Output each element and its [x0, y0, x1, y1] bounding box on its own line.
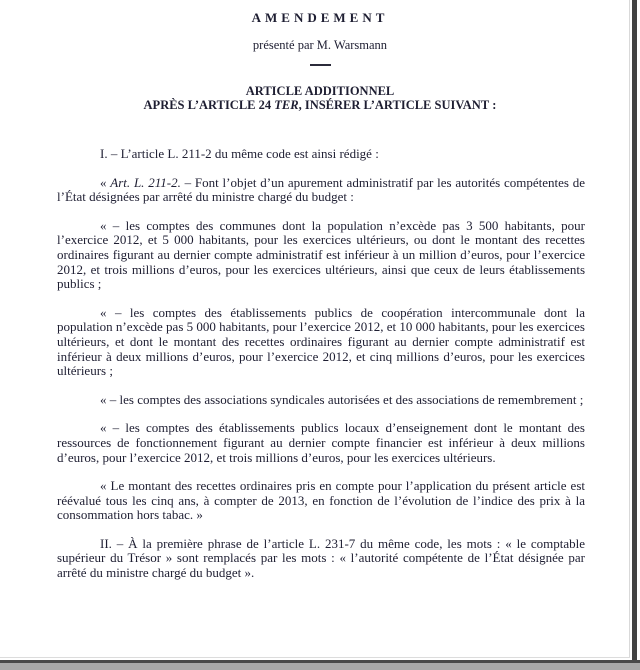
page-edge-right-shadow [632, 0, 637, 663]
paragraph-prefix: « [100, 174, 111, 190]
paragraph-text: « – les comptes des associations syndicales autorisées et des associations de remembrement ; [100, 391, 584, 407]
heading-article-additionnel: ARTICLE ADDITIONNEL [245, 84, 395, 98]
paragraph-text: – Font l’objet d’un apurement administratif par les autorités compétentes de l’État désignées par arrêté du ministre chargé du budget : [57, 174, 585, 205]
presented-by-line: présenté par M. Warsmann [252, 38, 388, 52]
separator-rule [310, 64, 331, 66]
paragraph-text: « – les comptes des établissements publics locaux d’enseignement dont le montant des ressources de fonctionnement figurant au dernier compte financier est inférieur à deux millions d’euros, pour l’exercice 2012, et trois millions d’euros, pour les exercices ultérieurs. [57, 420, 585, 465]
paragraph-text: « Le montant des recettes ordinaires pris en compte pour l’application du présent article est réévalué tous les cinq ans, à compter de 2013, en fonction de l’évolution de l’indice des prix à la consommation hors tabac. » [57, 478, 585, 523]
page-edge-bottom-highlight [0, 657, 630, 658]
paragraph-etablissements-enseignement [57, 421, 585, 465]
page-edge-right-highlight [629, 0, 630, 657]
viewer-background-strip [0, 663, 640, 670]
heading-line2-post: , INSÉRER L’ARTICLE SUIVANT : [298, 97, 497, 112]
document-body [57, 147, 585, 581]
paragraph-montant-recettes [57, 479, 585, 523]
document-title: AMENDEMENT [251, 10, 389, 25]
article-headings [0, 85, 640, 112]
paragraph-italic-lead: Art. L. 211-2. [110, 174, 181, 190]
paragraph-text: « – les comptes des communes dont la population n’excède pas 3 500 habitants, pour l’exercice 2012, et 5 000 habitants, pour les exercices ultérieurs, ou dont le montant des recettes ordinaires figurant au dernier compte administratif est inférieur à un million d’euros, pour l’exercice 2012, et trois millions d’euros, pour les exercices ultérieurs, ainsi que ceux de leurs établissements publics ; [57, 217, 585, 292]
paragraph-I [57, 147, 585, 162]
heading-insertion-instruction [0, 99, 640, 113]
paragraph-text: « – les comptes des établissements publics de coopération intercommunale dont la population n’excède pas 5 000 habitants, pour l’exercice 2012, et 10 000 habitants, pour les exercices ultérieurs, et dont le montant des recettes ordinaires figurant au dernier compte administratif est inférieur à deux millions d’euros, pour l’exercice 2012, et cinq millions d’euros, pour les exercices ultérieurs ; [57, 304, 585, 379]
paragraph-epci [57, 306, 585, 379]
paragraph-associations [57, 393, 585, 408]
paragraph-text: II. – À la première phrase de l’article L. 231-7 du même code, les mots : « le comptable supérieur du Trésor » sont remplacés par les mots : « l’autorité compétente de l’État désignée par arrêté du ministre chargé du budget ». [57, 535, 585, 581]
paragraph-art-l-211-2 [57, 176, 585, 205]
paragraph-II [57, 537, 585, 581]
paragraph-text: I. – L’article L. 211-2 du même code est ainsi rédigé : [100, 146, 379, 161]
heading-line2-italic: TER [274, 97, 299, 112]
paragraph-communes [57, 219, 585, 292]
heading-line2-pre: APRÈS L’ARTICLE 24 [143, 97, 275, 112]
